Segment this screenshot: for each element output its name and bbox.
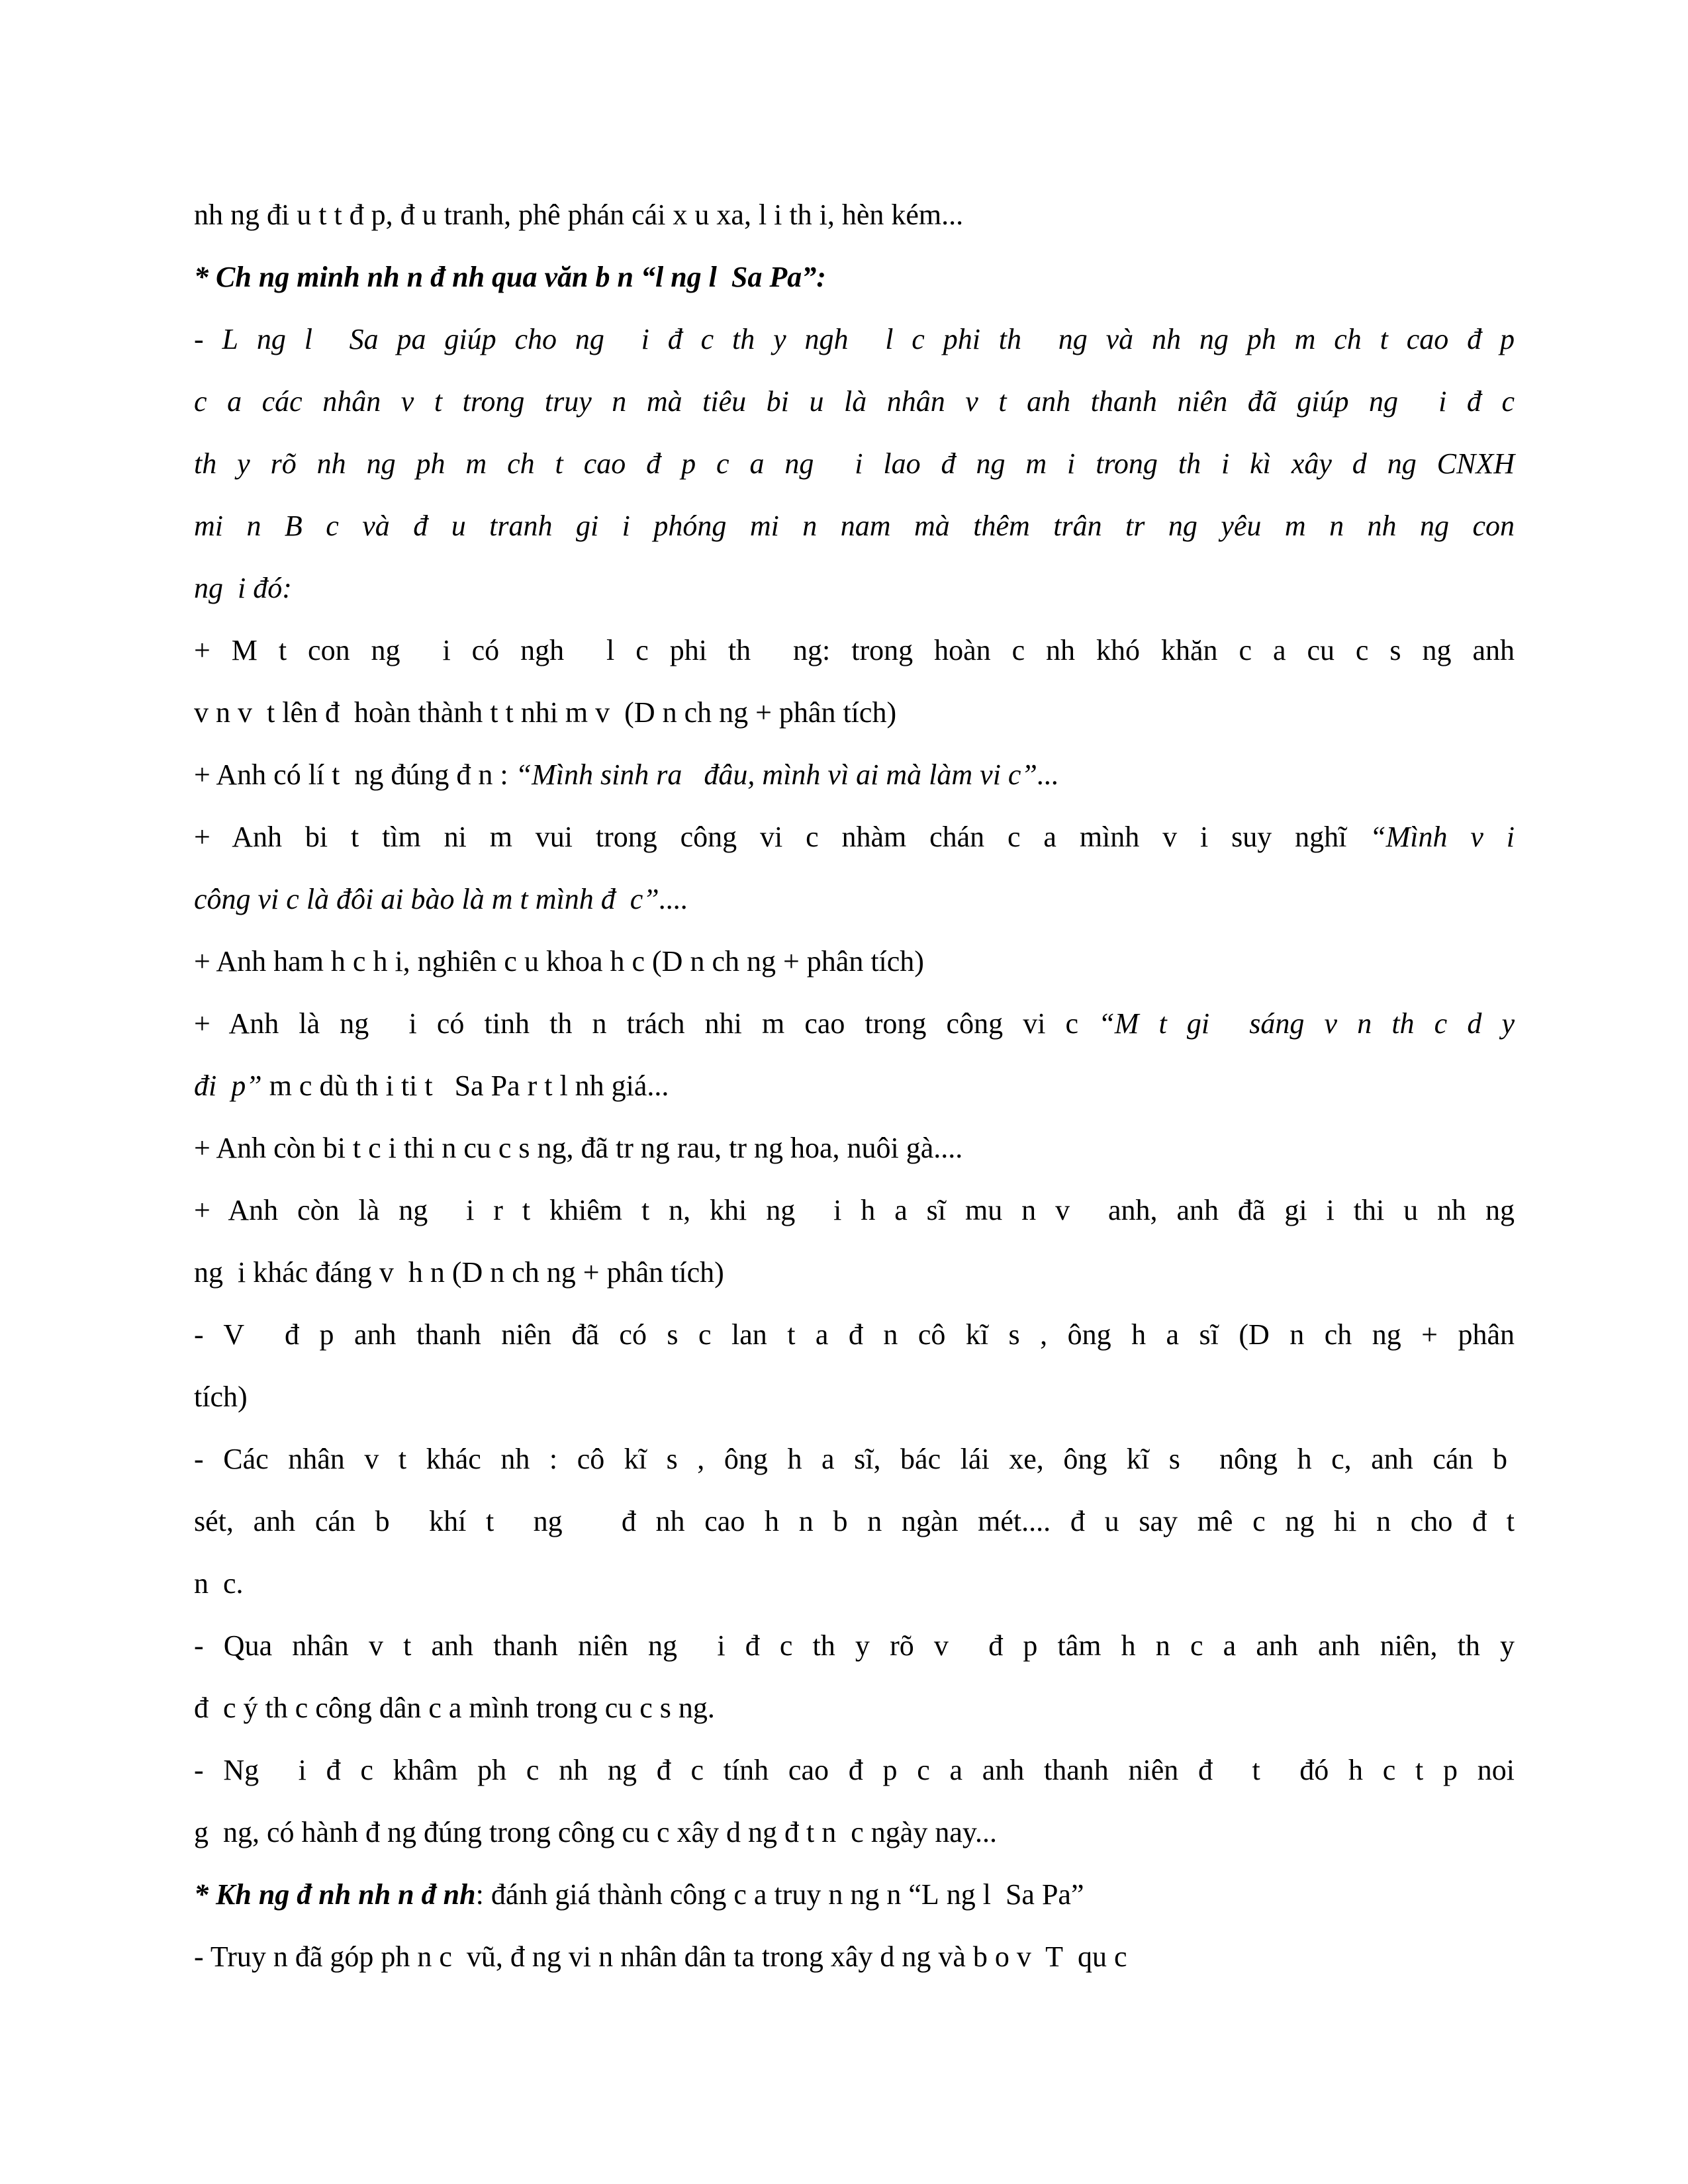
text-segment-regular: - Ng i đ c khâm ph c nh ng đ c tính cao đ p c a anh thanh niên đ t đó h c t p noi — [194, 1754, 1515, 1786]
text-line-2 — [194, 246, 1515, 308]
text-segment-italic: “M t gi sáng v n th c d y — [1098, 1007, 1515, 1040]
text-segment-bold-italic: * Kh ng đ nh nh n đ nh — [194, 1878, 476, 1911]
text-segment-regular: g ng, có hành đ ng đúng trong công cu c xây d ng đ t n c ngày nay... — [194, 1816, 998, 1848]
text-segment-regular: + Anh bi t tìm ni m vui trong công vi c nhàm chán c a mình v i suy nghĩ — [194, 821, 1370, 853]
text-segment-italic: “Mình sinh ra đâu, mình vì ai mà làm vi c”... — [515, 758, 1059, 791]
text-line-5 — [194, 433, 1515, 495]
text-segment-regular: : đánh giá thành công c a truy n ng n “L ng l Sa Pa” — [475, 1878, 1084, 1911]
text-segment-regular: v n v t lên đ hoàn thành t t nhi m v (D n ch ng + phân tích) — [194, 696, 897, 729]
text-segment-italic: th y rõ nh ng ph m ch t cao đ p c a ng i lao đ ng m i trong th i kì xây d ng CNXH — [194, 447, 1515, 480]
text-line-26 — [194, 1739, 1515, 1801]
text-line-1 — [194, 184, 1515, 246]
text-segment-regular: sét, anh cán b khí t ng đ nh cao h n b n ngàn mét.... đ u say mê c ng hi n cho đ t — [194, 1505, 1515, 1537]
text-segment-regular: - Các nhân v t khác nh : cô kĩ s , ông h a sĩ, bác lái xe, ông kĩ s nông h c, anh cán b — [194, 1443, 1515, 1475]
text-segment-italic: “Mình v i — [1370, 821, 1515, 853]
text-segment-regular: m c dù th i ti t Sa Pa r t l nh giá... — [261, 1069, 669, 1102]
text-line-27 — [194, 1801, 1515, 1864]
text-line-15 — [194, 1055, 1515, 1117]
text-line-16 — [194, 1117, 1515, 1179]
text-segment-regular: ng i khác đáng v h n (D n ch ng + phân tích) — [194, 1256, 724, 1289]
text-line-20 — [194, 1366, 1515, 1428]
text-line-9 — [194, 682, 1515, 744]
text-segment-regular: + Anh ham h c h i, nghiên c u khoa h c (D n ch ng + phân tích) — [194, 945, 924, 978]
text-segment-regular: - Qua nhân v t anh thanh niên ng i đ c th y rõ v đ p tâm h n c a anh anh niên, th y — [194, 1629, 1515, 1662]
text-line-25 — [194, 1677, 1515, 1739]
text-segment-italic: đi p” — [194, 1069, 262, 1102]
text-segment-regular: nh ng đi u t t đ p, đ u tranh, phê phán cái x u xa, l i th i, hèn kém... — [194, 199, 964, 231]
text-line-7 — [194, 557, 1515, 619]
text-line-29 — [194, 1926, 1515, 1988]
text-line-23 — [194, 1553, 1515, 1615]
text-segment-regular: - V đ p anh thanh niên đã có s c lan t a đ n cô kĩ s , ông h a sĩ (D n ch ng + phân — [194, 1318, 1515, 1351]
text-line-10 — [194, 744, 1515, 806]
text-segment-regular: + M t con ng i có ngh l c phi th ng: trong hoàn c nh khó khăn c a cu c s ng anh — [194, 634, 1515, 666]
text-line-17 — [194, 1179, 1515, 1242]
text-line-11 — [194, 806, 1515, 868]
text-segment-regular: - Truy n đã góp ph n c vũ, đ ng vi n nhân dân ta trong xây d ng và b o v T qu c — [194, 1940, 1127, 1973]
text-segment-italic: công vi c là đôi ai bào là m t mình đ c”.... — [194, 883, 688, 915]
text-line-24 — [194, 1615, 1515, 1677]
text-line-21 — [194, 1428, 1515, 1490]
text-line-22 — [194, 1490, 1515, 1553]
text-line-6 — [194, 495, 1515, 557]
text-segment-regular: + Anh còn bi t c i thi n cu c s ng, đã tr ng rau, tr ng hoa, nuôi gà.... — [194, 1132, 963, 1164]
text-segment-italic: - L ng l Sa pa giúp cho ng i đ c th y ngh l c phi th ng và nh ng ph m ch t cao đ p — [194, 323, 1515, 355]
text-line-18 — [194, 1242, 1515, 1304]
text-line-3 — [194, 308, 1515, 371]
text-segment-italic: ng i đó: — [194, 572, 292, 604]
text-segment-bold-italic: * Ch ng minh nh n đ nh qua văn b n “l ng l Sa Pa”: — [194, 261, 826, 293]
text-line-19 — [194, 1304, 1515, 1366]
text-segment-italic: c a các nhân v t trong truy n mà tiêu bi u là nhân v t anh thanh niên đã giúp ng i đ c — [194, 385, 1515, 418]
text-segment-regular: + Anh có lí t ng đúng đ n : — [194, 758, 516, 791]
text-line-13 — [194, 931, 1515, 993]
text-line-8 — [194, 619, 1515, 682]
text-segment-regular: + Anh là ng i có tinh th n trách nhi m cao trong công vi c — [194, 1007, 1099, 1040]
text-segment-italic: mi n B c và đ u tranh gi i phóng mi n nam mà thêm trân tr ng yêu m n nh ng con — [194, 510, 1515, 542]
text-segment-regular: + Anh còn là ng i r t khiêm t n, khi ng i h a sĩ mu n v anh, anh đã gi i thi u nh ng — [194, 1194, 1515, 1226]
text-line-4 — [194, 371, 1515, 433]
text-line-28 — [194, 1864, 1515, 1926]
text-line-14 — [194, 993, 1515, 1055]
text-segment-regular: n c. — [194, 1567, 244, 1600]
text-column — [194, 184, 1515, 1988]
text-segment-regular: tích) — [194, 1381, 248, 1413]
text-line-12 — [194, 868, 1515, 931]
text-segment-regular: đ c ý th c công dân c a mình trong cu c s ng. — [194, 1692, 715, 1724]
